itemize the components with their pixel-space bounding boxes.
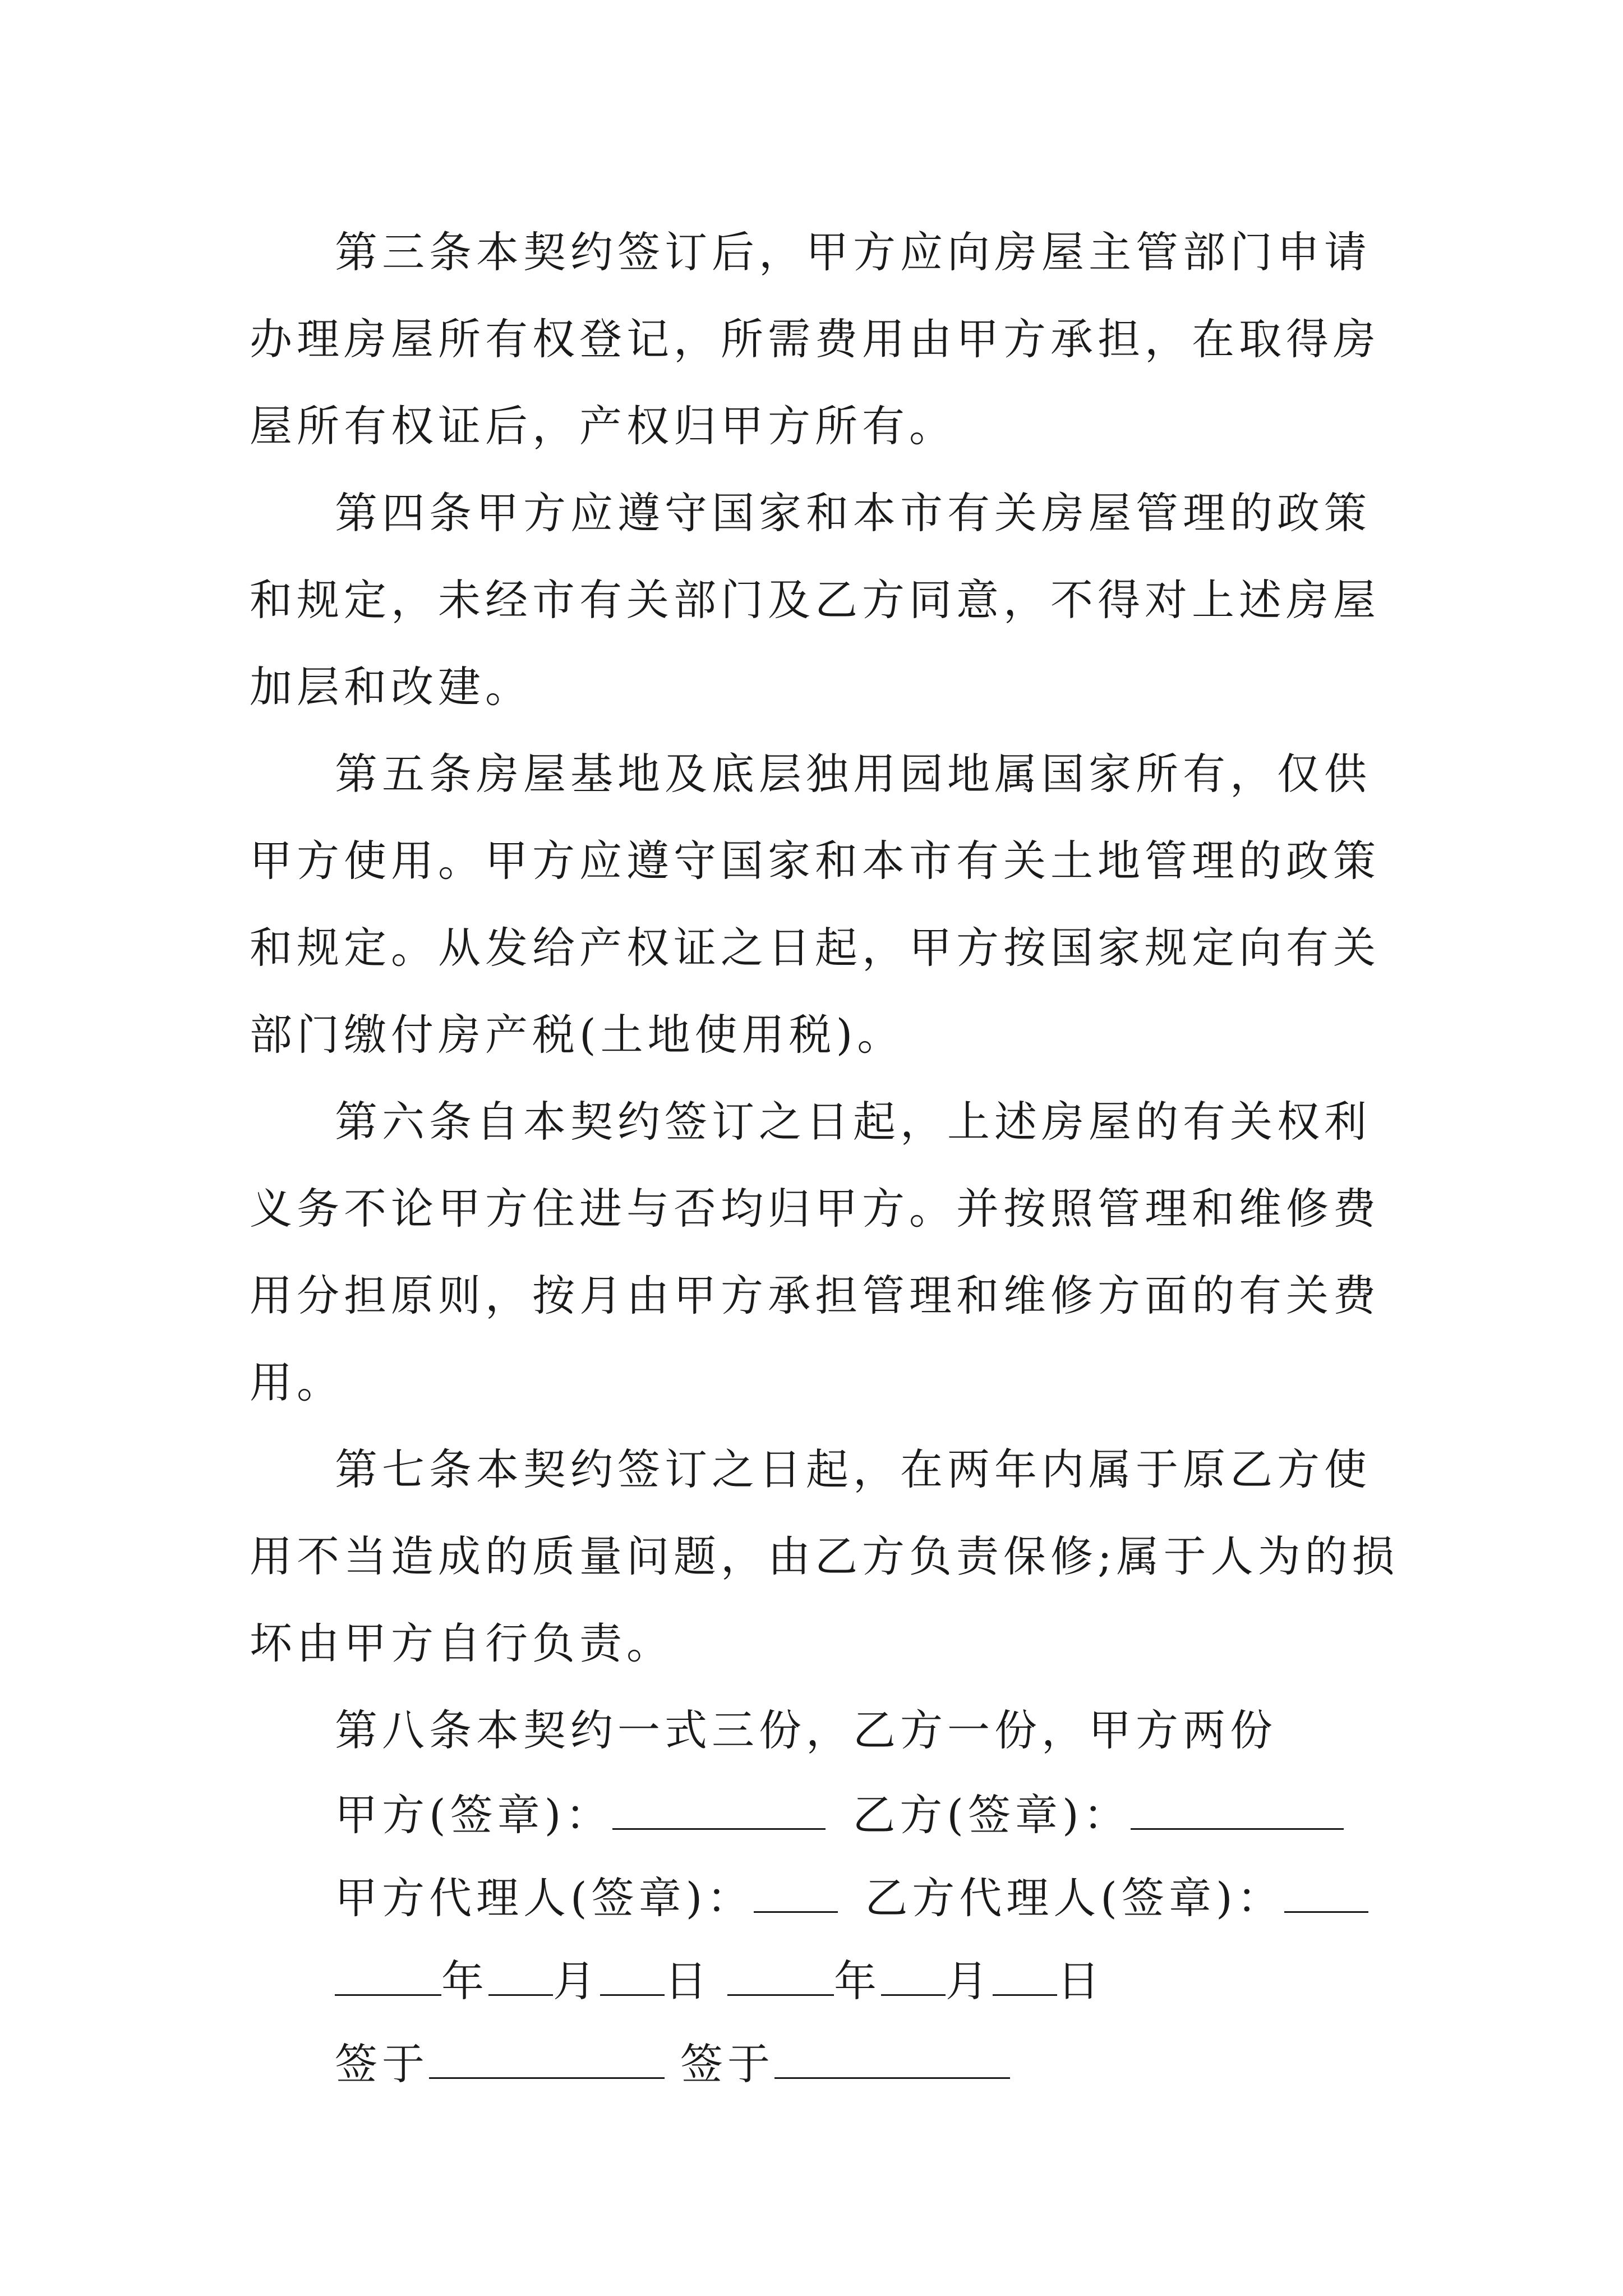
party-b-seal-blank[interactable] (1131, 1791, 1344, 1830)
year-label: 年 (834, 1956, 881, 2006)
party-b-month-blank[interactable] (881, 1957, 946, 1996)
article-5: 第五条房屋基地及底层独用园地属国家所有，仅供甲方使用。甲方应遵守国家和本市有关土地管理的政策和规定。从发给产权证之日起，甲方按国家规定向有关部门缴付房产税(土地使用税)。 (250, 749, 1380, 1060)
party-b-year-blank[interactable] (727, 1957, 834, 1996)
year-label: 年 (441, 1956, 488, 2006)
signed-at-label: 签于 (680, 2039, 774, 2089)
day-label: 日 (665, 1956, 712, 2006)
party-a-year-blank[interactable] (335, 1957, 441, 1996)
article-4: 第四条甲方应遵守国家和本市有关房屋管理的政策和规定，未经市有关部门及乙方同意，不得对上述房屋加层和改建。 (250, 488, 1380, 712)
contract-body (250, 209, 1416, 2106)
party-b-place-blank[interactable] (774, 2040, 1010, 2079)
party-b-seal-label: 乙方(签章)： (852, 1790, 1131, 1840)
party-b-agent-blank[interactable] (1284, 1874, 1368, 1913)
party-b-day-blank[interactable] (993, 1957, 1057, 1996)
day-label: 日 (1057, 1956, 1104, 2006)
party-a-month-blank[interactable] (488, 1957, 553, 1996)
place-row (250, 2023, 1416, 2106)
article-6: 第六条自本契约签订之日起，上述房屋的有关权利义务不论甲方住进与否均归甲方。并按照管理和维修费用分担原则，按月由甲方承担管理和维修方面的有关费用。 (250, 1097, 1380, 1407)
party-b-agent-label: 乙方代理人(签章)： (865, 1873, 1284, 1923)
month-label: 月 (946, 1956, 993, 2006)
article-7: 第七条本契约签订之日起，在两年内属于原乙方使用不当造成的质量问题，由乙方负责保修;属于人为的损坏由甲方自行负责。 (250, 1444, 1399, 1668)
party-a-day-blank[interactable] (600, 1957, 665, 1996)
party-a-seal-blank[interactable] (612, 1791, 826, 1830)
party-a-agent-blank[interactable] (754, 1874, 838, 1913)
article-8: 第八条本契约一式三份，乙方一份，甲方两份 (335, 1705, 1277, 1755)
date-row (250, 1940, 1416, 2023)
party-a-agent-label: 甲方代理人(签章)： (335, 1873, 754, 1923)
signed-at-label: 签于 (335, 2039, 429, 2089)
party-a-seal-label: 甲方(签章)： (335, 1790, 613, 1840)
agent-row (250, 1857, 1416, 1940)
seal-row (250, 1774, 1416, 1857)
party-a-place-blank[interactable] (429, 2040, 665, 2079)
month-label: 月 (553, 1956, 600, 2006)
article-3: 第三条本契约签订后，甲方应向房屋主管部门申请办理房屋所有权登记，所需费用由甲方承担，在取得房屋所有权证后，产权归甲方所有。 (250, 227, 1380, 451)
